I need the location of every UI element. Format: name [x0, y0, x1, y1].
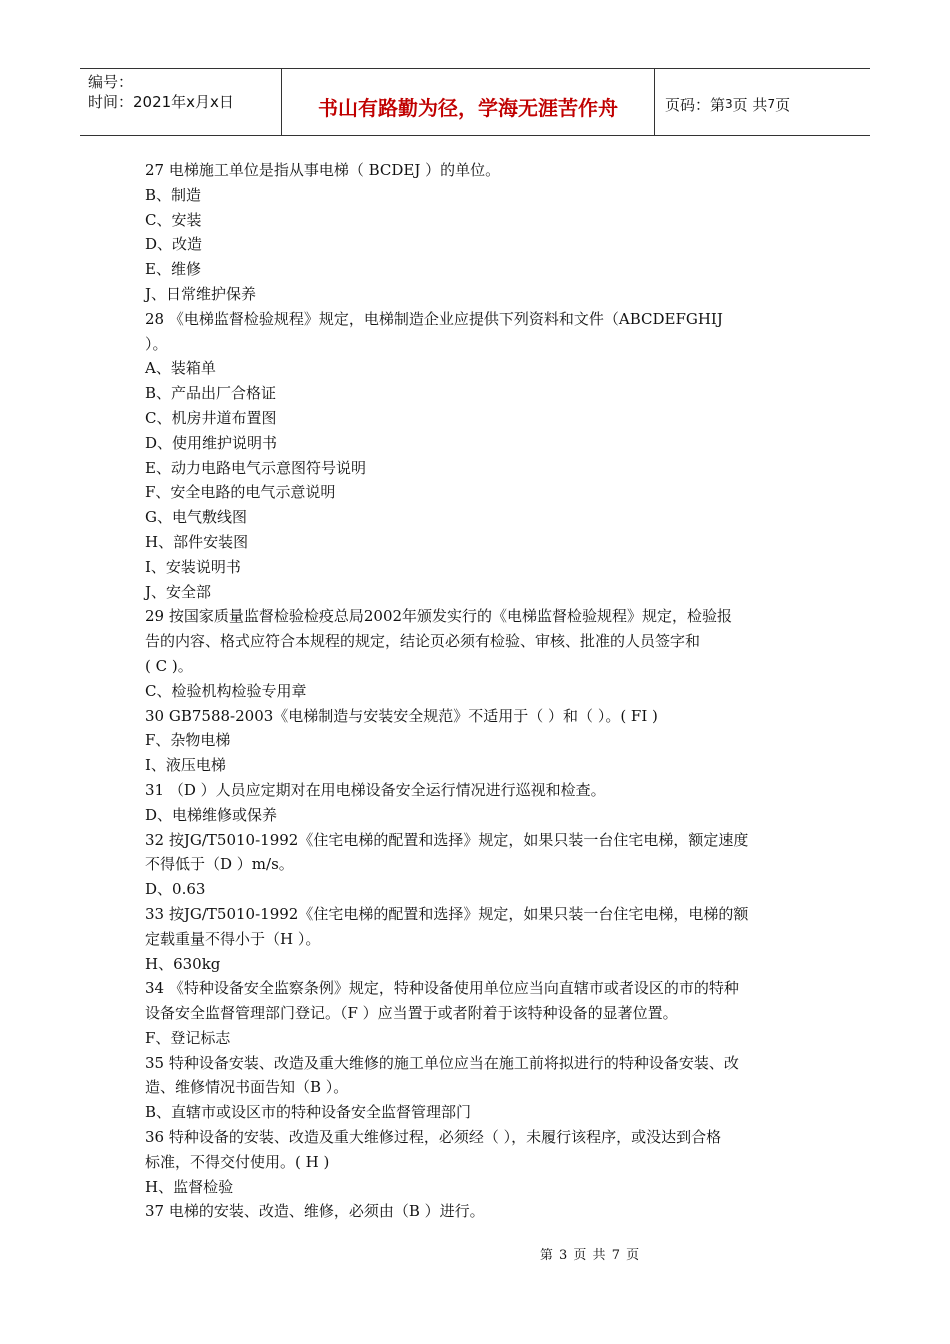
text-line: 37 电梯的安装、改造、维修，必须由（B ）进行。 [145, 1202, 485, 1221]
text-line: 36 特种设备的安装、改造及重大维修过程，必须经（ ），未履行该程序，或没达到合格 [145, 1128, 722, 1147]
text-line: F、安全电路的电气示意说明 [145, 483, 336, 502]
page-suffix: 页 [775, 95, 791, 114]
text-line: H、部件安装图 [145, 532, 249, 551]
text-line: 31 （D ）人员应定期对在用电梯设备安全运行情况进行巡视和检查。 [145, 780, 606, 799]
text-line: 32 按JG/T5010-1992《住宅电梯的配置和选择》规定，如果只装一台住宅电梯，额定速度 [145, 830, 749, 849]
text-line: D、电梯维修或保养 [145, 805, 278, 824]
document-time-label: 时间：2021年x月x日 [88, 93, 234, 111]
page-footer: 第 3 页 共 7 页 [539, 1248, 641, 1263]
text-line: 27 电梯施工单位是指从事电梯（ BCDEJ ）的单位。 [145, 161, 501, 179]
text-line: D、0.63 [145, 880, 206, 899]
header-page-indicator [655, 69, 870, 135]
page-prefix: 页码：第 [665, 95, 726, 114]
text-line: 不得低于（D ）m/s。 [145, 855, 294, 874]
text-line: B、制造 [145, 185, 202, 204]
text-line: G、电气敷线图 [145, 508, 247, 527]
text-line: 35 特种设备安装、改造及重大维修的施工单位应当在施工前将拟进行的特种设备安装、改 [145, 1053, 739, 1072]
text-line: I、安装说明书 [145, 557, 241, 576]
question-list [145, 158, 810, 1224]
text-line: H、监督检验 [145, 1177, 234, 1196]
text-line: 34 《特种设备安全监察条例》规定，特种设备使用单位应当向直辖市或者设区的市的特种 [145, 979, 739, 998]
text-line: C、安装 [145, 210, 202, 229]
text-line: E、动力电路电气示意图符号说明 [145, 458, 366, 477]
text-line: ( C )。 [145, 656, 193, 675]
text-line: A、装箱单 [145, 359, 216, 378]
text-line: 设备安全监督管理部门登记。（F ）应当置于或者附着于该特种设备的显著位置。 [145, 1004, 678, 1023]
text-line: 33 按JG/T5010-1992《住宅电梯的配置和选择》规定，如果只装一台住宅电梯，电梯的额 [145, 904, 749, 923]
text-line: E、维修 [145, 260, 201, 279]
header-meta-cell [80, 69, 282, 135]
text-line: F、杂物电梯 [145, 731, 231, 750]
text-line: 定载重量不得小于（H ）。 [145, 929, 321, 948]
text-line: 28 《电梯监督检验规程》规定，电梯制造企业应提供下列资料和文件（ABCDEFGHIJ [145, 309, 723, 328]
text-line: 30 GB7588-2003《电梯制造与安装安全规范》不适用于（ ）和（ ）。( FI ) [145, 706, 658, 725]
text-line: B、产品出厂合格证 [145, 384, 277, 403]
text-line: C、检验机构检验专用章 [145, 681, 307, 700]
header-motto: 书山有路勤为径，学海无涯苦作舟 [282, 69, 655, 135]
text-line: F、登记标志 [145, 1028, 231, 1047]
text-line: 29 按国家质量监督检验检疫总局2002年颁发实行的《电梯监督检验规程》规定，检验报 [145, 607, 733, 626]
text-line: 造、维修情况书面告知（B ）。 [145, 1078, 349, 1097]
text-line: I、液压电梯 [145, 756, 226, 775]
text-line: D、改造 [145, 235, 203, 254]
text-line: ）。 [145, 334, 168, 353]
page-mid: 页 共 [732, 95, 768, 114]
text-line: 标准，不得交付使用。( H ) [145, 1152, 330, 1171]
text-line: 告的内容、格式应符合本规程的规定，结论页必须有检验、审核、批准的人员签字和 [145, 632, 701, 651]
page-header [80, 68, 870, 136]
text-line: J、日常维护保养 [145, 284, 257, 303]
text-line: C、机房井道布置图 [145, 408, 277, 427]
page-current: 3 [725, 97, 733, 111]
text-line: H、630kg [145, 954, 221, 973]
text-line: D、使用维护说明书 [145, 433, 278, 452]
page-total: 7 [767, 97, 776, 111]
text-line: J、安全部 [145, 582, 212, 601]
document-number-label: 编号： [88, 73, 134, 91]
text-line: B、直辖市或设区市的特种设备安全监督管理部门 [145, 1103, 472, 1122]
